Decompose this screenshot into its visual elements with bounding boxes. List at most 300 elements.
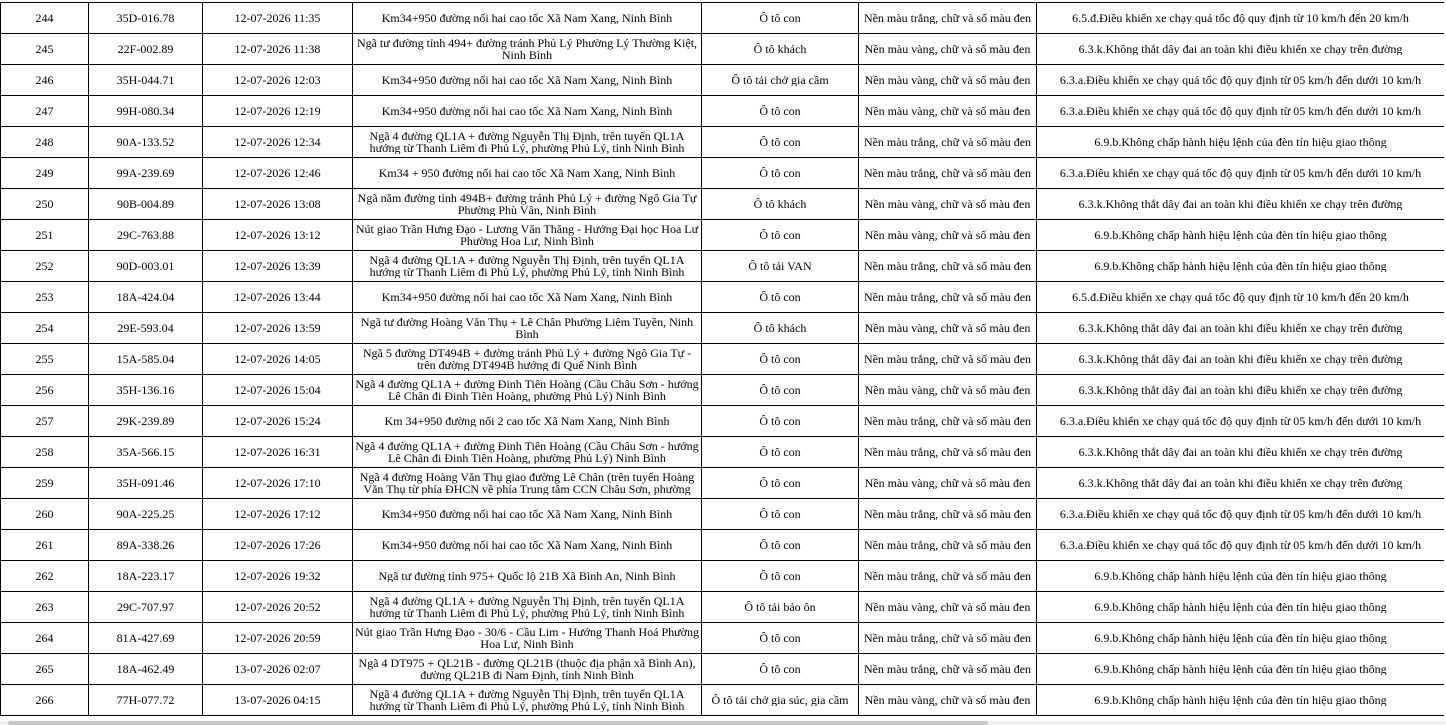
- violation-time-cell: [203, 251, 353, 282]
- plate-color-text: Nền màu vàng, chữ và số màu đen: [864, 322, 1031, 334]
- plate-color-text: Nền màu vàng, chữ và số màu đen: [864, 43, 1031, 55]
- plate-color-cell: [859, 313, 1037, 344]
- plate-color-cell: [859, 96, 1037, 127]
- plate-color-cell: [859, 3, 1037, 34]
- location-cell: [353, 34, 702, 65]
- violation-time-text: 12-07-2026 13:08: [234, 198, 321, 210]
- location-cell: [353, 3, 702, 34]
- row-number-cell: [1, 406, 89, 437]
- table-row: [1, 437, 1445, 468]
- vehicle-type-text: Ô tô tải VAN: [748, 260, 812, 272]
- vehicle-type-cell: [702, 685, 859, 716]
- violation-time-cell: [203, 65, 353, 96]
- vehicle-type-cell: [702, 499, 859, 530]
- violation-time-cell: [203, 685, 353, 716]
- row-number-cell: [1, 3, 89, 34]
- vehicle-type-cell: [702, 654, 859, 685]
- plate-color-text: Nền màu vàng, chữ và số màu đen: [864, 105, 1031, 117]
- table-row: [1, 592, 1445, 623]
- location-text: Ngã tư đường Hoàng Văn Thụ + Lê Chân Phường Liêm Tuyền, Ninh Bình: [360, 316, 694, 340]
- plate-number-cell: [89, 282, 203, 313]
- violation-time-cell: [203, 468, 353, 499]
- row-number-text: 263: [35, 601, 54, 613]
- vehicle-type-cell: [702, 437, 859, 468]
- violation-time-text: 13-07-2026 02:07: [234, 663, 321, 675]
- plate-number-text: 35H-136.16: [116, 384, 175, 396]
- location-cell: [353, 654, 702, 685]
- violation-description-cell: [1037, 406, 1445, 437]
- violation-time-text: 12-07-2026 15:24: [234, 415, 321, 427]
- plate-number-text: 77H-077.72: [116, 694, 175, 706]
- violation-description-cell: [1037, 34, 1445, 65]
- plate-color-cell: [859, 282, 1037, 313]
- violation-description-text: 6.3.k.Không thắt dây đai an toàn khi điều khiển xe chạy trên đường: [1078, 446, 1403, 458]
- plate-number-text: 18A-424.04: [116, 291, 175, 303]
- plate-color-text: Nền màu trắng, chữ và số màu đen: [863, 508, 1032, 520]
- violation-description-text: 6.5.đ.Điều khiển xe chạy quá tốc độ quy định từ 10 km/h đến 20 km/h: [1072, 291, 1409, 303]
- table-row: [1, 251, 1445, 282]
- row-number-text: 265: [35, 663, 54, 675]
- vehicle-type-text: Ô tô khách: [753, 198, 807, 210]
- plate-number-cell: [89, 685, 203, 716]
- location-text: Ngã tư đường tỉnh 975+ Quốc lộ 21B Xã Bình An, Ninh Bình: [378, 570, 676, 582]
- violation-description-cell: [1037, 282, 1445, 313]
- row-number-text: 259: [35, 477, 54, 489]
- table-row: [1, 220, 1445, 251]
- table-row: [1, 375, 1445, 406]
- violation-time-cell: [203, 623, 353, 654]
- vehicle-type-text: Ô tô con: [759, 508, 801, 520]
- vehicle-type-cell: [702, 34, 859, 65]
- row-number-text: 245: [35, 43, 54, 55]
- violation-description-text: 6.9.b.Không chấp hành hiệu lệnh của đèn tín hiệu giao thông: [1094, 663, 1387, 675]
- location-cell: [353, 623, 702, 654]
- violation-time-cell: [203, 313, 353, 344]
- vehicle-type-text: Ô tô con: [759, 539, 801, 551]
- location-cell: [353, 375, 702, 406]
- row-number-cell: [1, 189, 89, 220]
- plate-number-cell: [89, 127, 203, 158]
- row-number-text: 255: [35, 353, 54, 365]
- row-number-cell: [1, 468, 89, 499]
- plate-color-cell: [859, 406, 1037, 437]
- violation-time-cell: [203, 282, 353, 313]
- location-text: Ngã tư đường tỉnh 494+ đường tránh Phủ Lý Phường Lý Thường Kiệt, Ninh Bình: [356, 37, 698, 61]
- plate-number-cell: [89, 313, 203, 344]
- table-row: [1, 406, 1445, 437]
- plate-color-cell: [859, 623, 1037, 654]
- plate-number-cell: [89, 654, 203, 685]
- plate-color-cell: [859, 499, 1037, 530]
- horizontal-scrollbar[interactable]: [0, 721, 1446, 725]
- row-number-text: 266: [35, 694, 54, 706]
- vehicle-type-text: Ô tô con: [759, 167, 801, 179]
- location-cell: [353, 96, 702, 127]
- plate-color-text: Nền màu vàng, chữ và số màu đen: [864, 694, 1031, 706]
- violation-time-cell: [203, 406, 353, 437]
- plate-number-cell: [89, 437, 203, 468]
- location-cell: [353, 282, 702, 313]
- plate-number-cell: [89, 561, 203, 592]
- plate-color-cell: [859, 437, 1037, 468]
- plate-number-text: 18A-462.49: [116, 663, 175, 675]
- plate-color-text: Nền màu vàng, chữ và số màu đen: [864, 601, 1031, 613]
- violation-description-cell: [1037, 313, 1445, 344]
- vehicle-type-cell: [702, 530, 859, 561]
- plate-color-text: Nền màu vàng, chữ và số màu đen: [864, 477, 1031, 489]
- row-number-text: 248: [35, 136, 54, 148]
- violation-description-text: 6.3.a.Điều khiển xe chạy quá tốc độ quy định từ 05 km/h đến dưới 10 km/h: [1059, 74, 1422, 86]
- plate-number-text: 99A-239.69: [116, 167, 175, 179]
- vehicle-type-cell: [702, 561, 859, 592]
- violation-description-text: 6.9.b.Không chấp hành hiệu lệnh của đèn tín hiệu giao thông: [1094, 229, 1387, 241]
- violation-time-cell: [203, 344, 353, 375]
- violation-time-text: 12-07-2026 13:59: [234, 322, 321, 334]
- location-text: Km34+950 đường nối hai cao tốc Xã Nam Xang, Ninh Bình: [381, 291, 673, 303]
- location-text: Ngã 4 đường QL1A + đường Nguyễn Thị Định, trên tuyến QL1A hướng từ Thanh Liêm đi Phủ Lý, phường Phủ Lý, tỉnh Ninh Bình: [369, 254, 685, 278]
- location-text: Km 34+950 đường nối 2 cao tốc Xã Nam Xang, Ninh Bình: [384, 415, 670, 427]
- location-text: Ngã năm đường tỉnh 494B+ đường tránh Phủ Lý + đường Ngô Gia Tự Phường Phù Vân, Ninh Bình: [357, 192, 697, 216]
- location-text: Ngã 4 đường QL1A + đường Đinh Tiên Hoàng (Cầu Châu Sơn - hướng Lê Chân đi Đinh Tiên Hoàng, phường Phủ Lý) Ninh Bình: [355, 440, 699, 464]
- plate-color-cell: [859, 344, 1037, 375]
- vehicle-type-cell: [702, 313, 859, 344]
- location-cell: [353, 685, 702, 716]
- location-text: Ngã 4 DT975 + QL21B - đường QL21B (thuộc địa phận xã Bình An), đường QL21B đi Nam Định, tỉnh Ninh Bình: [358, 657, 696, 681]
- row-number-cell: [1, 530, 89, 561]
- plate-color-text: Nền màu trắng, chữ và số màu đen: [863, 663, 1032, 675]
- plate-color-cell: [859, 685, 1037, 716]
- location-cell: [353, 530, 702, 561]
- violation-time-text: 13-07-2026 04:15: [234, 694, 321, 706]
- row-number-text: 249: [35, 167, 54, 179]
- plate-color-text: Nền màu trắng, chữ và số màu đen: [863, 291, 1032, 303]
- row-number-cell: [1, 34, 89, 65]
- plate-number-text: 29E-593.04: [117, 322, 174, 334]
- row-number-cell: [1, 499, 89, 530]
- violation-description-cell: [1037, 220, 1445, 251]
- violation-time-text: 12-07-2026 12:19: [234, 105, 321, 117]
- plate-color-cell: [859, 654, 1037, 685]
- plate-number-cell: [89, 344, 203, 375]
- vehicle-type-cell: [702, 375, 859, 406]
- location-text: Ngã 4 đường QL1A + đường Nguyễn Thị Định, trên tuyến QL1A hướng từ Thanh Liêm đi Phủ Lý, phường Phủ Lý, tỉnh Ninh Bình: [369, 688, 685, 712]
- violation-time-text: 12-07-2026 13:44: [234, 291, 321, 303]
- row-number-text: 247: [35, 105, 54, 117]
- plate-number-cell: [89, 530, 203, 561]
- vehicle-type-cell: [702, 220, 859, 251]
- location-cell: [353, 344, 702, 375]
- violation-description-cell: [1037, 127, 1445, 158]
- violation-table: [0, 2, 1444, 716]
- location-cell: [353, 189, 702, 220]
- violation-description-cell: [1037, 592, 1445, 623]
- plate-number-text: 99H-080.34: [116, 105, 175, 117]
- location-text: Km34+950 đường nối hai cao tốc Xã Nam Xang, Ninh Bình: [381, 105, 673, 117]
- row-number-text: 246: [35, 74, 54, 86]
- vehicle-type-text: Ô tô con: [759, 229, 801, 241]
- vehicle-type-text: Ô tô khách: [753, 43, 807, 55]
- vehicle-type-cell: [702, 251, 859, 282]
- plate-color-cell: [859, 65, 1037, 96]
- plate-number-text: 22F-002.89: [117, 43, 174, 55]
- violation-description-text: 6.9.b.Không chấp hành hiệu lệnh của đèn tín hiệu giao thông: [1094, 694, 1387, 706]
- location-text: Ngã 4 đường QL1A + đường Nguyễn Thị Định, trên tuyến QL1A hướng từ Thanh Liêm đi Phủ Lý, phường Phủ Lý, tỉnh Ninh Bình: [369, 130, 685, 154]
- row-number-text: 260: [35, 508, 54, 520]
- row-number-text: 257: [35, 415, 54, 427]
- violation-description-text: 6.9.b.Không chấp hành hiệu lệnh của đèn tín hiệu giao thông: [1094, 632, 1387, 644]
- table-row: [1, 623, 1445, 654]
- violation-description-cell: [1037, 96, 1445, 127]
- row-number-cell: [1, 96, 89, 127]
- vehicle-type-cell: [702, 189, 859, 220]
- violation-table-body: [1, 3, 1445, 716]
- row-number-text: 256: [35, 384, 54, 396]
- violation-time-text: 12-07-2026 14:05: [234, 353, 321, 365]
- plate-number-cell: [89, 623, 203, 654]
- row-number-cell: [1, 561, 89, 592]
- plate-color-cell: [859, 530, 1037, 561]
- vehicle-type-cell: [702, 344, 859, 375]
- plate-color-cell: [859, 220, 1037, 251]
- plate-color-text: Nền màu trắng, chữ và số màu đen: [863, 260, 1032, 272]
- row-number-text: 252: [35, 260, 54, 272]
- location-text: Nút giao Trần Hưng Đạo - 30/6 - Cầu Lim - Hướng Thanh Hoá Phường Hoa Lư, Ninh Bình: [355, 626, 699, 650]
- violation-table-sheet: [0, 2, 1444, 725]
- vehicle-type-text: Ô tô con: [759, 663, 801, 675]
- plate-color-text: Nền màu vàng, chữ và số màu đen: [864, 229, 1031, 241]
- table-row: [1, 127, 1445, 158]
- table-row: [1, 282, 1445, 313]
- plate-number-text: 35H-044.71: [116, 74, 175, 86]
- location-text: Nút giao Trần Hưng Đạo - Lương Văn Thăng - Hướng Đại học Hoa Lư Phường Hoa Lư, Ninh Bình: [355, 223, 699, 247]
- row-number-cell: [1, 158, 89, 189]
- vehicle-type-text: Ô tô khách: [753, 322, 807, 334]
- plate-color-cell: [859, 375, 1037, 406]
- plate-number-text: 29C-707.97: [117, 601, 174, 613]
- violation-time-cell: [203, 189, 353, 220]
- vehicle-type-text: Ô tô con: [759, 384, 801, 396]
- plate-number-text: 90A-225.25: [116, 508, 175, 520]
- plate-color-text: Nền màu vàng, chữ và số màu đen: [864, 74, 1031, 86]
- violation-time-cell: [203, 375, 353, 406]
- table-row: [1, 34, 1445, 65]
- plate-color-text: Nền màu trắng, chữ và số màu đen: [863, 446, 1032, 458]
- violation-description-text: 6.3.k.Không thắt dây đai an toàn khi điều khiển xe chạy trên đường: [1078, 353, 1403, 365]
- vehicle-type-text: Ô tô tải bảo ôn: [744, 601, 816, 613]
- violation-description-cell: [1037, 158, 1445, 189]
- plate-color-text: Nền màu trắng, chữ và số màu đen: [863, 632, 1032, 644]
- vehicle-type-cell: [702, 127, 859, 158]
- violation-time-text: 12-07-2026 11:35: [234, 12, 321, 24]
- location-cell: [353, 592, 702, 623]
- table-row: [1, 313, 1445, 344]
- violation-time-cell: [203, 499, 353, 530]
- plate-number-text: 90B-004.89: [117, 198, 174, 210]
- location-cell: [353, 406, 702, 437]
- row-number-cell: [1, 127, 89, 158]
- plate-number-cell: [89, 3, 203, 34]
- vehicle-type-cell: [702, 158, 859, 189]
- table-row: [1, 654, 1445, 685]
- row-number-cell: [1, 375, 89, 406]
- table-row: [1, 561, 1445, 592]
- plate-number-cell: [89, 158, 203, 189]
- location-cell: [353, 313, 702, 344]
- row-number-text: 258: [35, 446, 54, 458]
- row-number-cell: [1, 654, 89, 685]
- violation-description-text: 6.3.a.Điều khiển xe chạy quá tốc độ quy định từ 05 km/h đến dưới 10 km/h: [1059, 415, 1422, 427]
- vehicle-type-cell: [702, 96, 859, 127]
- plate-color-cell: [859, 251, 1037, 282]
- row-number-cell: [1, 282, 89, 313]
- violation-time-text: 12-07-2026 20:52: [234, 601, 321, 613]
- plate-number-text: 29K-239.89: [116, 415, 175, 427]
- violation-time-text: 12-07-2026 17:26: [234, 539, 321, 551]
- plate-color-cell: [859, 158, 1037, 189]
- plate-color-text: Nền màu trắng, chữ và số màu đen: [863, 167, 1032, 179]
- plate-number-cell: [89, 499, 203, 530]
- violation-time-text: 12-07-2026 13:12: [234, 229, 321, 241]
- location-text: Km34+950 đường nối hai cao tốc Xã Nam Xang, Ninh Bình: [381, 508, 673, 520]
- violation-description-cell: [1037, 499, 1445, 530]
- row-number-cell: [1, 251, 89, 282]
- vehicle-type-text: Ô tô con: [759, 477, 801, 489]
- plate-color-cell: [859, 592, 1037, 623]
- violation-description-cell: [1037, 189, 1445, 220]
- location-text: Ngã 5 đường DT494B + đường tránh Phủ Lý + đường Ngô Gia Tự - trên đường DT494B hướng đi Quế Ninh Bình: [362, 347, 692, 371]
- violation-time-text: 12-07-2026 12:34: [234, 136, 321, 148]
- vehicle-type-cell: [702, 592, 859, 623]
- row-number-text: 251: [35, 229, 54, 241]
- violation-time-text: 12-07-2026 12:46: [234, 167, 321, 179]
- row-number-text: 244: [35, 12, 54, 24]
- plate-color-text: Nền màu trắng, chữ và số màu đen: [863, 415, 1032, 427]
- violation-description-cell: [1037, 251, 1445, 282]
- violation-description-cell: [1037, 65, 1445, 96]
- violation-time-cell: [203, 96, 353, 127]
- vehicle-type-text: Ô tô con: [759, 446, 801, 458]
- violation-description-cell: [1037, 437, 1445, 468]
- row-number-cell: [1, 685, 89, 716]
- plate-number-text: 89A-338.26: [116, 539, 175, 551]
- location-cell: [353, 468, 702, 499]
- plate-color-cell: [859, 561, 1037, 592]
- violation-description-text: 6.3.a.Điều khiển xe chạy quá tốc độ quy định từ 05 km/h đến dưới 10 km/h: [1059, 508, 1422, 520]
- table-row: [1, 530, 1445, 561]
- violation-description-text: 6.3.a.Điều khiển xe chạy quá tốc độ quy định từ 05 km/h đến dưới 10 km/h: [1059, 539, 1422, 551]
- plate-number-text: 15A-585.04: [116, 353, 175, 365]
- table-row: [1, 685, 1445, 716]
- location-text: Ngã 4 đường Hoàng Văn Thụ giao đường Lê Chân (trên tuyến Hoàng Văn Thụ từ phía ĐHCN về phía Trung tâm CCN Châu Sơn, phường: [359, 471, 695, 495]
- location-text: Ngã 4 đường QL1A + đường Nguyễn Thị Định, trên tuyến QL1A hướng từ Thanh Liêm đi Phủ Lý, phường Phủ Lý, tỉnh Ninh Bình: [369, 595, 685, 619]
- violation-time-text: 12-07-2026 11:38: [234, 43, 321, 55]
- row-number-cell: [1, 592, 89, 623]
- row-number-cell: [1, 623, 89, 654]
- plate-number-text: 90A-133.52: [116, 136, 175, 148]
- violation-description-cell: [1037, 3, 1445, 34]
- plate-color-text: Nền màu vàng, chữ và số màu đen: [864, 384, 1031, 396]
- plate-number-text: 35D-016.78: [116, 12, 175, 24]
- location-cell: [353, 251, 702, 282]
- row-number-cell: [1, 344, 89, 375]
- violation-time-cell: [203, 592, 353, 623]
- violation-description-text: 6.9.b.Không chấp hành hiệu lệnh của đèn tín hiệu giao thông: [1094, 570, 1387, 582]
- violation-description-text: 6.9.b.Không chấp hành hiệu lệnh của đèn tín hiệu giao thông: [1094, 136, 1387, 148]
- table-row: [1, 189, 1445, 220]
- violation-description-text: 6.3.k.Không thắt dây đai an toàn khi điều khiển xe chạy trên đường: [1078, 198, 1403, 210]
- violation-time-text: 12-07-2026 15:04: [234, 384, 321, 396]
- plate-number-cell: [89, 189, 203, 220]
- plate-number-text: 81A-427.69: [116, 632, 175, 644]
- vehicle-type-cell: [702, 65, 859, 96]
- violation-description-cell: [1037, 530, 1445, 561]
- violation-time-cell: [203, 220, 353, 251]
- violation-time-cell: [203, 437, 353, 468]
- violation-description-cell: [1037, 561, 1445, 592]
- violation-description-cell: [1037, 685, 1445, 716]
- scrollbar-thumb[interactable]: [8, 721, 988, 725]
- violation-time-text: 12-07-2026 20:59: [234, 632, 321, 644]
- row-number-text: 250: [35, 198, 54, 210]
- location-text: Km34 + 950 đường nối hai cao tốc Xã Nam Xang, Ninh Bình: [378, 167, 676, 179]
- location-cell: [353, 220, 702, 251]
- vehicle-type-text: Ô tô con: [759, 353, 801, 365]
- table-row: [1, 468, 1445, 499]
- violation-time-text: 12-07-2026 16:31: [234, 446, 321, 458]
- violation-time-text: 12-07-2026 13:39: [234, 260, 321, 272]
- vehicle-type-cell: [702, 623, 859, 654]
- violation-description-cell: [1037, 344, 1445, 375]
- vehicle-type-text: Ô tô con: [759, 291, 801, 303]
- violation-time-text: 12-07-2026 12:03: [234, 74, 321, 86]
- vehicle-type-text: Ô tô tải chở gia cầm: [731, 74, 829, 86]
- plate-number-cell: [89, 251, 203, 282]
- row-number-text: 262: [35, 570, 54, 582]
- table-row: [1, 65, 1445, 96]
- row-number-cell: [1, 220, 89, 251]
- table-row: [1, 344, 1445, 375]
- vehicle-type-text: Ô tô con: [759, 415, 801, 427]
- vehicle-type-cell: [702, 3, 859, 34]
- plate-number-text: 29C-763.88: [117, 229, 174, 241]
- violation-description-text: 6.9.b.Không chấp hành hiệu lệnh của đèn tín hiệu giao thông: [1094, 260, 1387, 272]
- violation-description-cell: [1037, 375, 1445, 406]
- plate-number-text: 18A-223.17: [116, 570, 175, 582]
- vehicle-type-cell: [702, 468, 859, 499]
- vehicle-type-text: Ô tô con: [759, 136, 801, 148]
- location-cell: [353, 561, 702, 592]
- violation-description-text: 6.3.a.Điều khiển xe chạy quá tốc độ quy định từ 05 km/h đến dưới 10 km/h: [1059, 105, 1422, 117]
- vehicle-type-text: Ô tô con: [759, 12, 801, 24]
- table-row: [1, 499, 1445, 530]
- table-row: [1, 96, 1445, 127]
- plate-number-text: 35H-091.46: [116, 477, 175, 489]
- plate-number-cell: [89, 220, 203, 251]
- plate-color-cell: [859, 189, 1037, 220]
- violation-time-text: 12-07-2026 17:10: [234, 477, 321, 489]
- plate-number-cell: [89, 375, 203, 406]
- plate-color-text: Nền màu trắng, chữ và số màu đen: [863, 136, 1032, 148]
- table-row: [1, 158, 1445, 189]
- plate-number-text: 35A-566.15: [116, 446, 175, 458]
- violation-description-text: 6.3.k.Không thắt dây đai an toàn khi điều khiển xe chạy trên đường: [1078, 43, 1403, 55]
- vehicle-type-cell: [702, 406, 859, 437]
- plate-color-text: Nền màu trắng, chữ và số màu đen: [863, 353, 1032, 365]
- vehicle-type-text: Ô tô con: [759, 570, 801, 582]
- vehicle-type-text: Ô tô tải chở gia súc, gia cầm: [711, 694, 849, 706]
- violation-description-text: 6.9.b.Không chấp hành hiệu lệnh của đèn tín hiệu giao thông: [1094, 601, 1387, 613]
- plate-color-text: Nền màu trắng, chữ và số màu đen: [863, 12, 1032, 24]
